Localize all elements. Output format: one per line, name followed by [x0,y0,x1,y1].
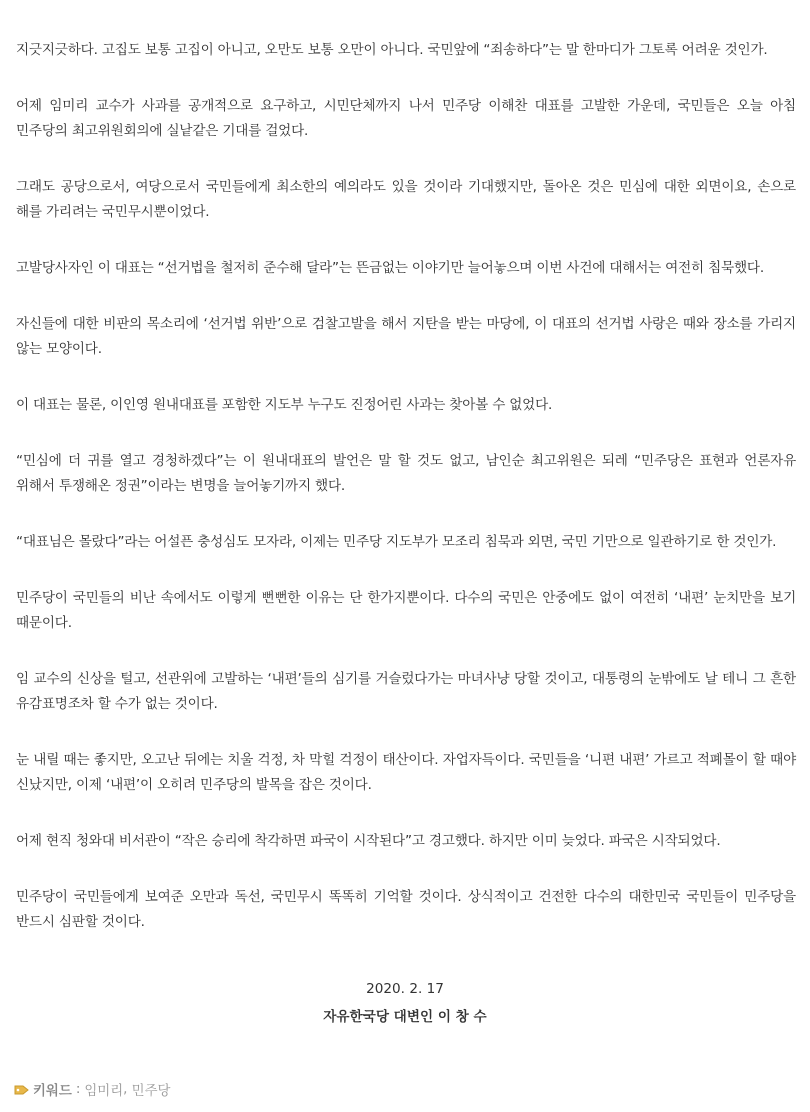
keyword-link[interactable]: 민주당 [131,1084,171,1099]
keyword-link[interactable]: 임미리 [84,1084,124,1099]
keyword-bar [14,1080,170,1099]
keyword-label: 키워드 [33,1084,72,1099]
article-paragraph: 민주당이 국민들의 비난 속에서도 이렇게 뻔뻔한 이유는 단 한가지뿐이다. 다수의 국민은 안중에도 없이 여전히 ‘내편’ 눈치만을 보기 때문이다. [16,590,796,631]
article-paragraph: 지긋지긋하다. 고집도 보통 고집이 아니고, 오만도 보통 오만이 아니다. 국민앞에 “죄송하다”는 말 한마디가 그토록 어려운 것인가. [16,42,768,58]
keyword-list-separator: , [123,1082,132,1097]
tag-icon [14,1084,30,1096]
keyword-separator: : [75,1082,81,1097]
article-paragraph: 눈 내릴 때는 좋지만, 오고난 뒤에는 치울 걱정, 차 막힐 걱정이 태산이다. 자업자득이다. 국민들을 ‘니편 내편’ 가르고 적폐몰이 할 때야 신났지만, 이제 ‘내편’이 오히려 민주당의 발목을 잡은 것이다. [16,752,796,793]
article-body [16,38,796,1025]
spokesperson-signature: 자유한국당 대변인 이 창 수 [323,1009,487,1025]
article-paragraph: 민주당이 국민들에게 보여준 오만과 독선, 국민무시 똑똑히 기억할 것이다. 상식적이고 건전한 다수의 대한민국 국민들이 민주당을 반드시 심판할 것이다. [16,889,796,930]
article-paragraph: “민심에 더 귀를 열고 경청하겠다”는 이 원내대표의 발언은 말 할 것도 없고, 남인순 최고위원은 되레 “민주당은 표현과 언론자유 위해서 투쟁해온 정권”이라는 변명을 늘어놓기까지 했다. [16,453,796,494]
article-paragraph: 고발당사자인 이 대표는 “선거법을 철저히 준수해 달라”는 뜬금없는 이야기만 늘어놓으며 이번 사건에 대해서는 여전히 침묵했다. [16,260,764,276]
article-paragraph: 자신들에 대한 비판의 목소리에 ‘선거법 위반’으로 검찰고발을 해서 지탄을 받는 마당에, 이 대표의 선거법 사랑은 때와 장소를 가리지 않는 모양이다. [16,316,796,357]
article-paragraph: 어제 현직 청와대 비서관이 “작은 승리에 착각하면 파국이 시작된다”고 경고했다. 하지만 이미 늦었다. 파국은 시작되었다. [16,833,721,849]
statement-date: 2020. 2. 17 [366,981,444,997]
article-paragraph: 임 교수의 신상을 털고, 선관위에 고발하는 ‘내편’들의 심기를 거슬렀다가는 마녀사냥 당할 것이고, 대통령의 눈밖에도 날 테니 그 흔한 유감표명조차 할 수가 없는 것이다. [16,671,796,712]
article-paragraph: 어제 임미리 교수가 사과를 공개적으로 요구하고, 시민단체까지 나서 민주당 이해찬 대표를 고발한 가운데, 국민들은 오늘 아침 민주당의 최고위원회의에 실낱같은 기대를 걸었다. [16,98,796,139]
article-paragraph: 그래도 공당으로서, 여당으로서 국민들에게 최소한의 예의라도 있을 것이라 기대했지만, 돌아온 것은 민심에 대한 외면이요, 손으로 해를 가리려는 국민무시뿐이었다. [16,179,796,220]
article-paragraph: 이 대표는 물론, 이인영 원내대표를 포함한 지도부 누구도 진정어린 사과는 찾아볼 수 없었다. [16,397,553,413]
article-paragraph: “대표님은 몰랐다”라는 어설픈 충성심도 모자라, 이제는 민주당 지도부가 모조리 침묵과 외면, 국민 기만으로 일관하기로 한 것인가. [16,534,777,550]
